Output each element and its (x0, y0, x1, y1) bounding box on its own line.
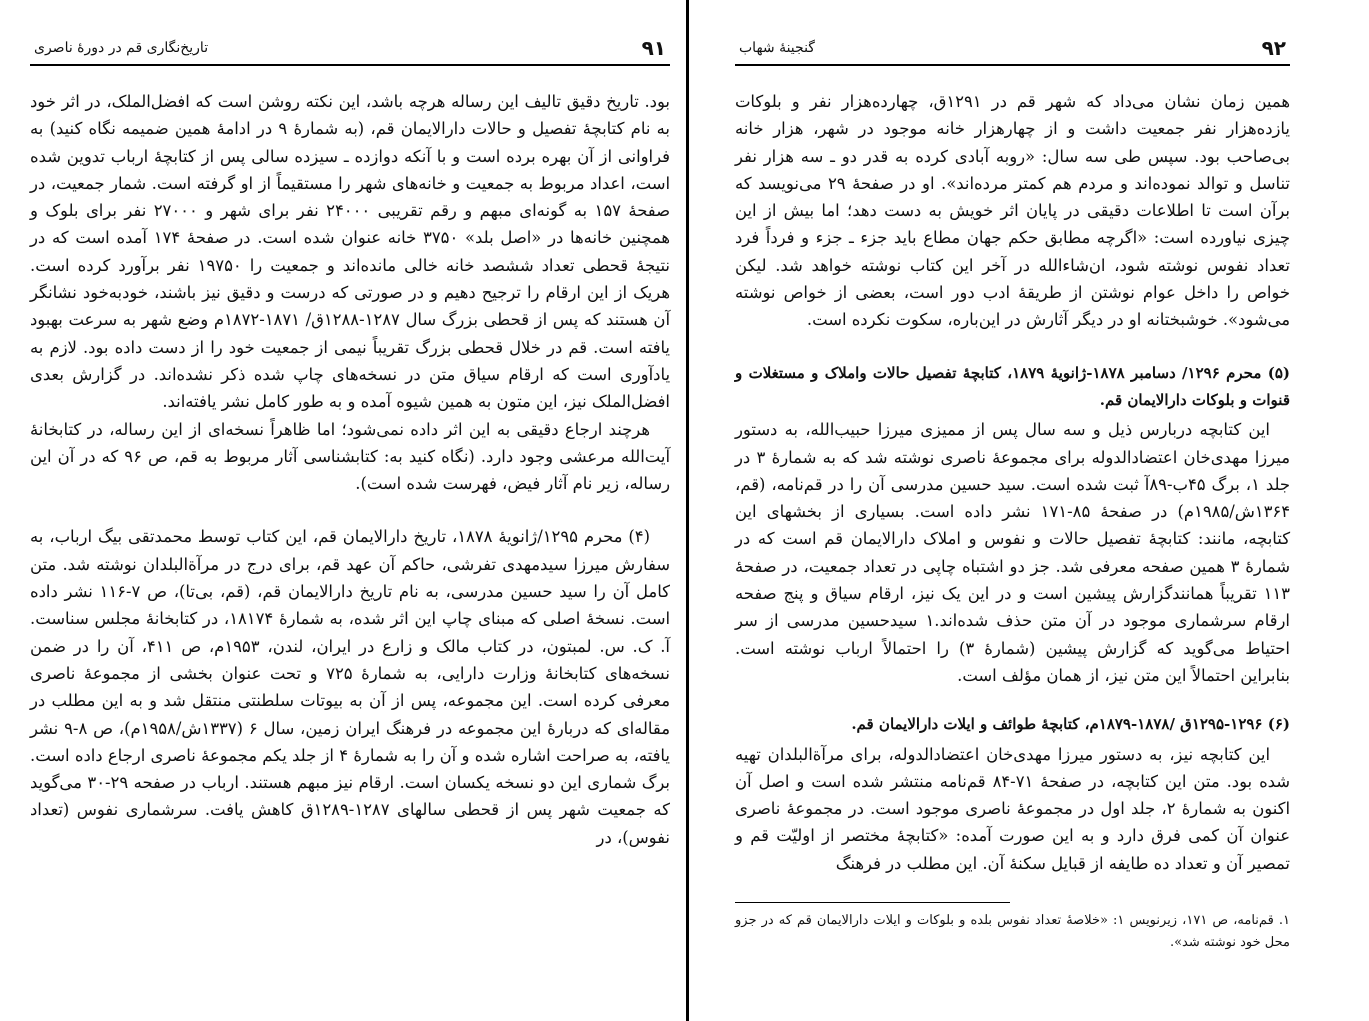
right-page-body (735, 88, 1290, 877)
left-page-header (30, 34, 670, 66)
page-number: ۹۲ (1261, 36, 1286, 60)
left-page-body (30, 88, 670, 851)
right-page-header (735, 34, 1290, 66)
section-heading: (۵) محرم ۱۲۹۶/ دسامبر ۱۸۷۸-ژانویهٔ ۱۸۷۹، کتابچهٔ تفصیل حالات واملاک و مستغلات و قنوات و بلوکات دارالایمان قم. (735, 363, 1290, 409)
paragraph: هرچند ارجاع دقیقی به این اثر داده نمی‌شود؛ اما ظاهراً نسخه‌ای از این رساله، در کتابخانهٔ آیت‌الله مرعشی وجود دارد. (نگاه کنید به: کتابشناسی آثار مربوط به قم، ص ۹۶ که در آن این رساله، زیر نام آثار فیض، فهرست شده است). (30, 419, 670, 494)
paragraph: این کتابچه دربارس ذیل و سه سال پس از ممیزی میرزا حبیب‌الله، به دستور میرزا مهدی‌خان اعتضادالدوله برای مجموعهٔ ناصری نوشته شد که به شمارهٔ ۳ در جلد ۱، برگ ۴۵ب-۸۹آ ثبت شده است. سید حسین مدرسی آن را در قم‌نامه، (قم، ۱۳۶۴ش/۱۹۸۵م) در صفحهٔ ۸۵-۱۷۱ نشر داده است. بسیاری از بخشهای این کتابچه، مانند: کتابچهٔ تفصیل حالات و نفوس و املاک دارالایمان قم است که در شمارهٔ ۳ همین صفحه معرفی شد. جز دو اشتباه چاپی در تعداد جمعیت، در صفحهٔ ۱۱۳ تقریباً همانندگزارش پیشین است و در این یک نیز، ارقام سیاق و پنج صفحه ارقام سرشماری موجود در آن متن حذف شده‌اند.۱ سیدحسین مدرسی از سر احتیاط می‌گوید که گزارش پیشین (شمارهٔ ۳) را احتمالاً ارباب نوشته است. بنابراین احتمالاً این متن نیز، از همان مؤلف است. (735, 420, 1291, 685)
paragraph: این کتابچه نیز، به دستور میرزا مهدی‌خان اعتضادالدوله، برای مرآة‌البلدان تهیه شده بود. متن این کتابچه، در صفحهٔ ۷۱-۸۴ قم‌نامه منتشر شده است و اصل آن اکنون به شمارهٔ ۲، جلد اول در مجموعهٔ ناصری موجود است. در مجموعهٔ ناصری عنوان آن کمی فرق دارد و به این صورت آمده: «کتابچهٔ مختصر از اولیّت قم و تمصیر آن و تعداد ده طایفه از قبایل سکنهٔ آن. این مطلب در فرهنگ (735, 744, 1290, 873)
paragraph: (۴) محرم ۱۲۹۵/ژانویهٔ ۱۸۷۸، تاریخ دارالایمان قم، این کتاب توسط محمدتقی بیگ ارباب، به سفارش میرزا سیدمهدی تفرشی، حاکم آن عهد قم، برای درج در مرآة‌البلدان نوشته شد. متن کامل آن را سید حسین مدرسی، به نام تاریخ دارالایمان قم، (قم، بی‌تا)، ص ۷-۱۱۶ نشر داده است. نسخهٔ اصلی که مبنای چاپ این اثر شده، به شمارهٔ ۱۸۱۷۴، در کتابخانهٔ مجلس سناست. آ. ک. س. لمبتون، در کتاب مالک و زارع در ایران، لندن، ۱۹۵۳م، ص ۴۱۱، آن را در ضمن نسخه‌های کتابخانهٔ وزارت دارایی، به شمارهٔ ۷۲۵ و تحت عنوان بخشی از مجموعهٔ ناصری معرفی کرده است. این مجموعه، پس از آن به بیوتات سلطنتی منتقل شد و به این مطلب در مقاله‌ای که دربارهٔ این مجموعه در فرهنگ ایران زمین، سال ۶ (۱۳۳۷ش/۱۹۵۸م)، ص ۸-۹ نشر یافته، به صراحت اشاره شده و آن را به شمارهٔ ۴ از جلد یکم مجموعهٔ ناصری ارجاع داده است. برگ شماری این دو نسخه یکسان است. ارقام نیز مبهم هستند. ارباب در صفحه ۲۹-۳۰ می‌گوید که جمعیت شهر پس از قحطی سالهای ۱۲۸۷-۱۲۸۹ق کاهش یافت. سرشماری نفوس (تعداد نفوس)، در (30, 527, 670, 847)
book-spine-divider (686, 0, 689, 1021)
section-heading: (۶) ۱۲۹۵-۱۲۹۶ق /۱۸۷۸-۱۸۷۹م، کتابچهٔ طوائف و ایلات دارالایمان قم. (851, 715, 1290, 734)
right-page (735, 0, 1290, 1021)
running-title: گنجینهٔ شهاب (739, 40, 815, 56)
paragraph: بود. تاریخ دقیق تالیف این رساله هرچه باشد، این نکته روشن است که افضل‌الملک، در اثر خود به نام کتابچهٔ تفصیل و حالات دارالایمان قم، (به شمارهٔ ۹ در ادامهٔ همین ضمیمه نگاه کنید) به فراوانی از آن بهره برده است و با آنکه دوازده ـ سیزده سالی پس از کتابچهٔ ارباب تدوین شده است، اعداد مربوط به جمعیت و خانه‌های شهر را مستقیماً از او گرفته است. شمار جمعیت، در صفحهٔ ۱۵۷ به گونه‌ای مبهم و رقم تقریبی ۲۴۰۰۰ نفر برای شهر و ۲۷۰۰۰ نفر برای بلوک و همچنین خانه‌ها در «اصل بلد» ۳۷۵۰ خانه عنوان شده است. در صفحهٔ ۱۷۴ آمده است که در نتیجهٔ قحطی تعداد ششصد خانه خالی مانده‌اند و جمعیت را ۱۹۷۵۰ نفر برآورد کرده است. هریک از این ارقام را ترجیح دهیم و در صورتی که درست و دقیق نیز باشند، خودبه‌خود نشانگر آن هستند که پس از قحطی بزرگ سال ۱۲۸۷-۱۲۸۸ق/ ۱۸۷۱-۱۸۷۲م وضع شهر به سرعت بهبود یافته است. قم در خلال قحطی بزرگ تقریباً نیمی از جمعیت خود را از دست داده بود. لازم به یادآوری است که ارقام سیاق متن در نسخه‌های چاپ شده ذکر نشده‌اند. در گزارش بعدی افضل‌الملک نیز، این متون به همین شیوه آمده و به طور کامل نشر یافته‌اند. (30, 92, 671, 412)
running-title: تاریخ‌نگاری قم در دورهٔ ناصری (34, 40, 209, 56)
page-number: ۹۱ (641, 36, 666, 60)
left-page (30, 0, 670, 1021)
paragraph: همین زمان نشان می‌داد که شهر قم در ۱۲۹۱ق، چهارده‌هزار نفر و بلوکات یازده‌هزار نفر جمعیت داشت و از چهارهزار خانه موجود در شهر، هزار خانه بی‌صاحب بود. سپس طی سه سال: «روبه آبادی کرده به قدر دو ـ سه هزار نفر تناسل و توالد نموده‌اند و مردم هم کمتر مرده‌اند». او در صفحهٔ ۲۹ می‌نویسد که برآن است تا اطلاعات دقیقی در پایان اثر خویش به دست دهد؛ اما بیش از این چیزی نیاورده است: «اگرچه مطابق حکم جهان مطاع باید جزء ـ جزء و فرداً فرد تعداد نفوس نوشته شود، ان‌شاءالله در آخر این کتاب نوشته خواهد شد. لیکن خواص را داخل عوام نوشتن از طریقهٔ ادب دور است، بعضی از خواص نوشته می‌شود». خوشبختانه او در دیگر آثارش در این‌باره، سکوت نکرده است. (735, 92, 1291, 330)
footnote: ۱. قم‌نامه، ص ۱۷۱، زیرنویس ۱: «خلاصهٔ تعداد نفوس بلده و بلوکات و ایلات دارالایمان قم که در جزو محل خود نوشته شد». (735, 913, 1290, 950)
footnote-rule (735, 902, 1010, 903)
